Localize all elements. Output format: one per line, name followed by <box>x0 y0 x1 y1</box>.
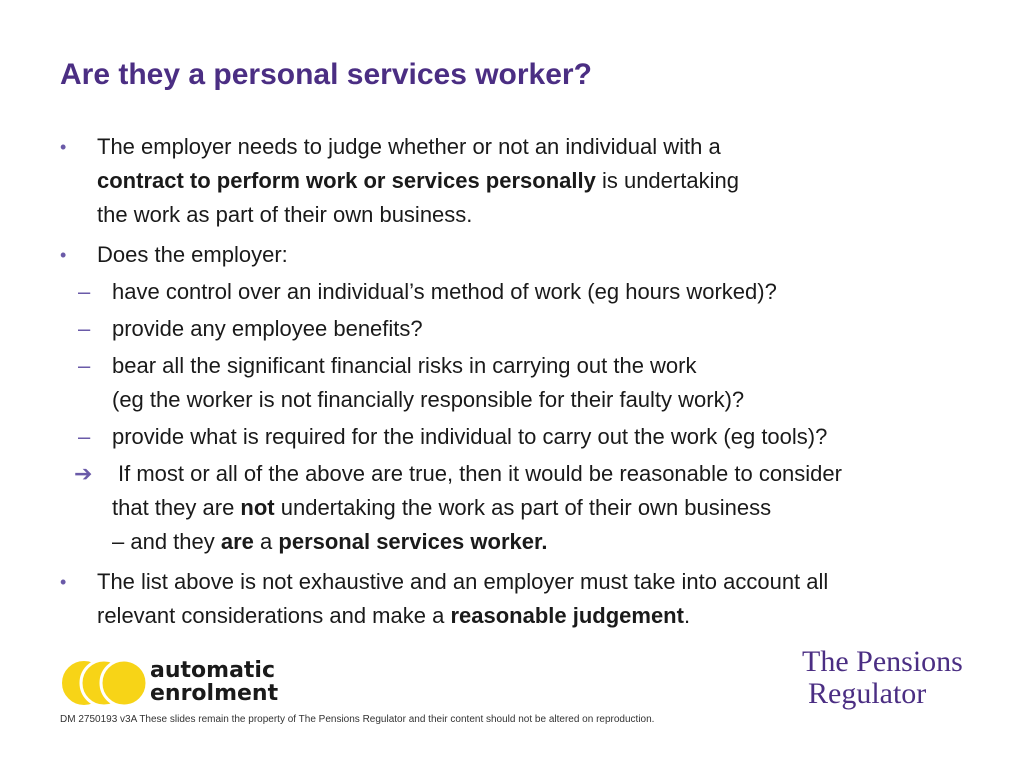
bold-text: not <box>240 495 275 520</box>
text-line: bear all the significant financial risks in carrying out the work <box>112 353 697 378</box>
bold-text: personal services worker. <box>278 529 548 554</box>
automatic-enrolment-wordmark <box>150 659 278 705</box>
text-line: the work as part of their own business. <box>97 202 473 227</box>
pensions-regulator-logo <box>802 646 963 710</box>
dash-marker: – <box>78 279 91 304</box>
text-line <box>112 491 1010 525</box>
logo-line: automatic <box>150 658 276 683</box>
text-fragment: a <box>253 529 279 554</box>
text-fragment: is undertaking <box>595 168 739 193</box>
text-line: Does the employer: <box>97 242 288 267</box>
bold-text: are <box>220 529 254 554</box>
bold-text: reasonable judgement <box>450 603 684 628</box>
text-line: provide any employee benefits? <box>112 316 423 341</box>
dash-marker: – <box>78 316 91 341</box>
bullet-item <box>60 565 1010 633</box>
sub-item <box>60 275 1010 309</box>
footer-disclaimer: DM 2750193 v3A These slides remain the property of The Pensions Regulator and their content should not be altered on reproduction. <box>60 714 655 725</box>
text-line: The list above is not exhaustive and an employer must take into account all <box>97 569 829 594</box>
bullet-marker: • <box>60 137 67 157</box>
dash-marker: – <box>78 353 91 378</box>
slide-body <box>60 130 1010 633</box>
text-line <box>112 525 1010 559</box>
logo-line: Regulator <box>808 677 927 710</box>
bullet-marker: • <box>60 572 67 592</box>
logo-line: enrolment <box>150 681 279 706</box>
conclusion-item <box>60 457 1010 559</box>
logo-line: The Pensions <box>802 645 963 678</box>
bullet-item <box>60 238 1010 272</box>
text-line: have control over an individual’s method of work (eg hours worked)? <box>112 279 777 304</box>
sub-item <box>60 349 1010 417</box>
text-line <box>97 164 1010 198</box>
text-fragment: undertaking the work as part of their own business <box>274 495 772 520</box>
text-line <box>97 599 1010 633</box>
sub-item <box>60 420 1010 454</box>
text-fragment: that they are <box>112 495 241 520</box>
slide-title: Are they a personal services worker? <box>60 58 592 91</box>
sub-item <box>60 312 1010 346</box>
text-line: If most or all of the above are true, then it would be reasonable to consider <box>118 461 842 486</box>
text-line: (eg the worker is not financially responsible for their faulty work)? <box>112 387 745 412</box>
text-line: provide what is required for the individual to carry out the work (eg tools)? <box>112 424 828 449</box>
bullet-item <box>60 130 1010 232</box>
bold-text: contract to perform work or services personally <box>97 168 596 193</box>
dash-marker: – <box>78 424 91 449</box>
text-fragment: . <box>683 603 691 628</box>
text-line: The employer needs to judge whether or not an individual with a <box>97 134 721 159</box>
text-fragment: – and they <box>112 529 221 554</box>
bullet-marker: • <box>60 245 67 265</box>
text-fragment: relevant considerations and make a <box>97 603 451 628</box>
arrow-right-icon: ➔ <box>74 461 93 486</box>
